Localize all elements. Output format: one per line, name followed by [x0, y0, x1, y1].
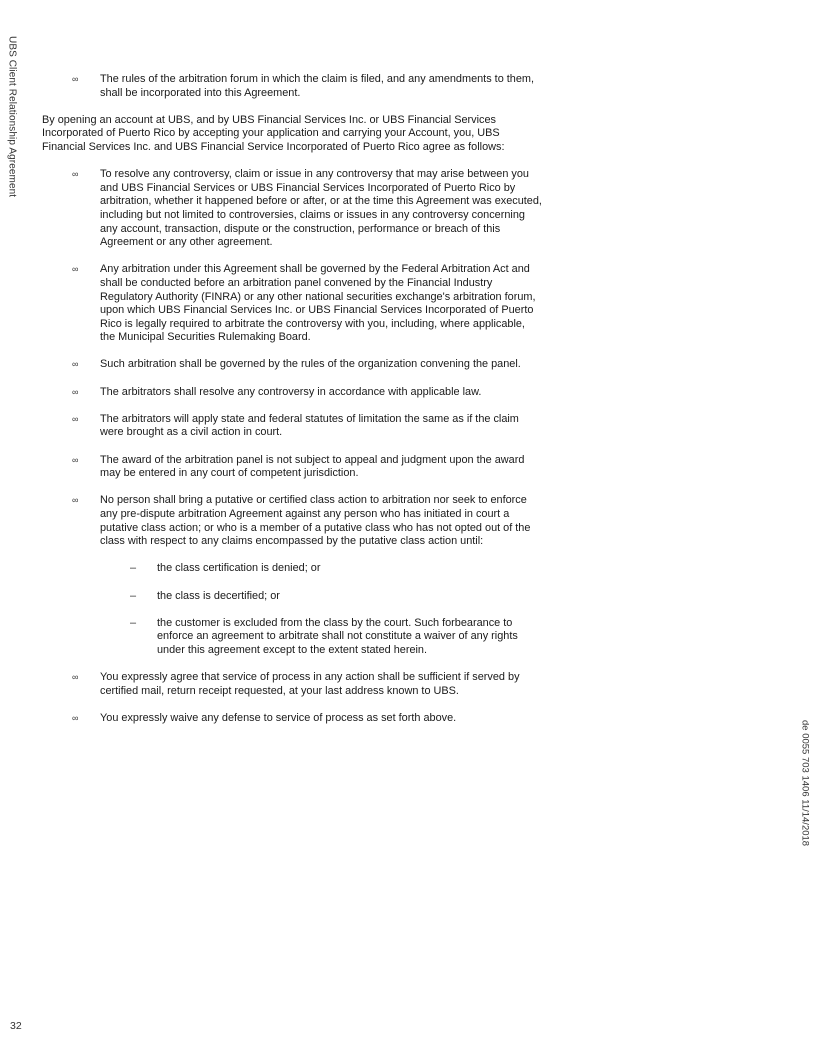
- infinity-bullet-icon: ∞: [72, 359, 79, 370]
- list-item-text: No person shall bring a putative or certified class action to arbitration nor seek to enforce any pre-dispute arbitration Agreement against any person who has initiated in court a putative class action; or who is a member of a putative class who has not opted out of the class with respect to any claims encompassed by the putative class action until:: [100, 494, 531, 548]
- infinity-bullet-icon: ∞: [72, 413, 79, 424]
- list-item: [42, 168, 542, 250]
- agreement-body: [42, 73, 542, 739]
- page-number: 32: [10, 1020, 22, 1032]
- list-item: [42, 263, 542, 345]
- infinity-bullet-icon: ∞: [72, 712, 79, 723]
- sub-list-item: [42, 590, 542, 604]
- infinity-bullet-icon: ∞: [72, 74, 79, 84]
- list-item: [42, 494, 542, 548]
- sub-list-item: [42, 617, 542, 658]
- list-item-text: The award of the arbitration panel is not subject to appeal and judgment upon the award may be entered in any court of competent jurisdiction.: [100, 453, 525, 480]
- list-item: [42, 671, 542, 698]
- list-item: [42, 358, 542, 372]
- list-item-text: Any arbitration under this Agreement shall be governed by the Federal Arbitration Act and shall be conducted before an arbitration panel convened by the Financial Industry Regulatory Authority (FINRA) or any other national securities exchange's arbitration forum, upon which UBS Financial Services Inc. or UBS Financial Services Incorporated of Puerto Rico is legally required to arbitrate the controversy with you, including, where applicable, the Municipal Securities Rulemaking Board.: [100, 263, 536, 344]
- infinity-bullet-icon: ∞: [72, 454, 79, 465]
- infinity-bullet-icon: ∞: [72, 169, 79, 180]
- document-code: de 0055 703 1406 11/14/2018: [799, 720, 811, 847]
- infinity-bullet-icon: ∞: [72, 386, 79, 397]
- dash-bullet-icon: –: [130, 616, 137, 629]
- sidebar-document-title: UBS Client Relationship Agreement: [6, 36, 18, 198]
- list-item-text: You expressly agree that service of process in any action shall be sufficient if served by certified mail, return receipt requested, at your last address known to UBS.: [100, 671, 520, 697]
- agreement-paragraph: By opening an account at UBS, and by UBS Financial Services Inc. or UBS Financial Services Incorporated of Puerto Rico by accepting your application and carrying your Account, you, UBS Financial Services Inc. and UBS Financial Service Incorporated of Puerto Rico agree as follows:: [42, 113, 505, 153]
- infinity-bullet-icon: ∞: [72, 672, 79, 683]
- list-item-text: You expressly waive any defense to service of process as set forth above.: [100, 711, 457, 724]
- infinity-bullet-icon: ∞: [72, 264, 79, 275]
- list-item-text: The arbitrators shall resolve any controversy in accordance with applicable law.: [100, 385, 482, 398]
- list-item: [42, 454, 542, 481]
- list-item: [42, 712, 542, 726]
- list-item: [42, 413, 542, 440]
- dash-bullet-icon: –: [130, 589, 137, 602]
- list-item: [42, 386, 542, 400]
- sub-list-item-text: the class certification is denied; or: [157, 562, 321, 575]
- list-item-text: To resolve any controversy, claim or issue in any controversy that may arise between you and UBS Financial Services or UBS Financial Services Incorporated of Puerto Rico by arbitration, whether it happened before or after, or at the time this Agreement was executed, including but not limited to controversies, claims or issues in any controversy concerning any account, transaction, dispute or the construction, performance or breach of this Agreement or any other agreement.: [100, 168, 542, 249]
- sub-list-item-text: the customer is excluded from the class by the court. Such forbearance to enforce an agreement to arbitrate shall not constitute a waiver of any rights under this agreement except to the extent stated herein.: [157, 616, 518, 656]
- list-item-text: The rules of the arbitration forum in which the claim is filed, and any amendments to them, shall be incorporated into this Agreement.: [100, 73, 535, 99]
- list-item-text: Such arbitration shall be governed by the rules of the organization convening the panel.: [100, 358, 521, 371]
- infinity-bullet-icon: ∞: [72, 495, 79, 506]
- dash-bullet-icon: –: [130, 562, 137, 575]
- sub-list-item-text: the class is decertified; or: [157, 589, 280, 602]
- list-item: [42, 73, 542, 100]
- sub-list-item: [42, 562, 542, 576]
- list-item-text: The arbitrators will apply state and federal statutes of limitation the same as if the claim were brought as a civil action in court.: [100, 412, 519, 439]
